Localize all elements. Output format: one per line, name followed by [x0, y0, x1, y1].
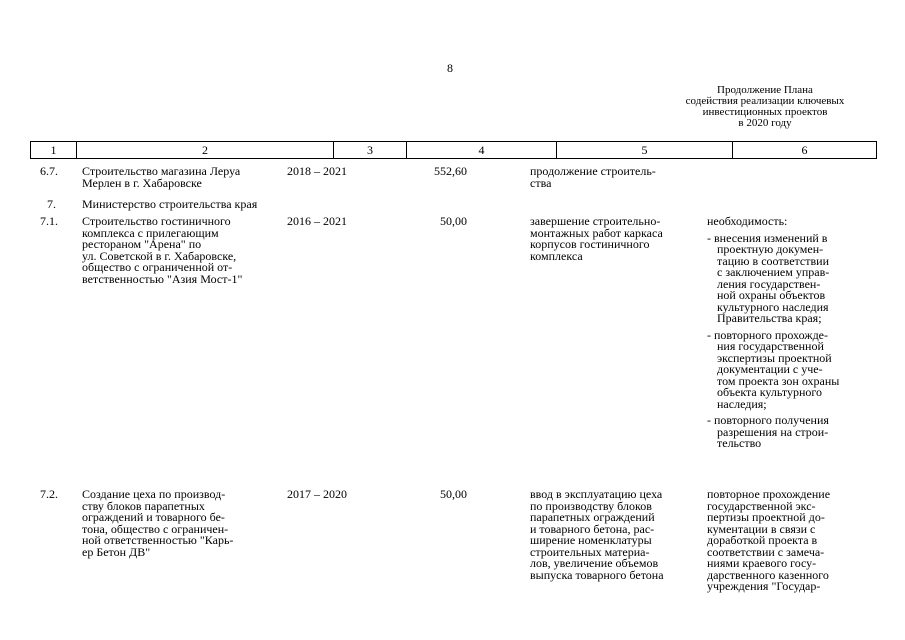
text-line: Создание цеха по производ- — [82, 487, 226, 501]
text-line: кументации в связи с — [707, 521, 816, 536]
text-line: разрешения на строи- — [717, 424, 829, 439]
text-line: повторное прохождение — [707, 487, 831, 501]
text-line: с заключением управ- — [717, 265, 830, 279]
text-line: ной ответственностью "Карь- — [82, 533, 234, 547]
column-header: 1 — [31, 142, 77, 158]
text-line: лов, увеличение объемов — [530, 556, 659, 570]
section-title: Министерство строительства края — [82, 197, 258, 211]
project-amount: 50,00 — [440, 487, 467, 501]
text-line: государственной экс- — [707, 498, 816, 513]
text-line: выпуска товарного бетона — [530, 567, 664, 582]
text-line: проектную докумен- — [717, 242, 824, 256]
text-line: парапетных ограждений — [530, 510, 655, 524]
text-line: монтажных работ каркаса — [530, 225, 663, 240]
notes-item — [707, 327, 840, 411]
text-line: общество с ограниченной от- — [82, 260, 233, 274]
text-line: ветственностью "Азия Мост-1" — [82, 271, 243, 286]
text-line: ной охраны объектов — [717, 288, 826, 302]
row-number: 7.2. — [40, 487, 58, 501]
text-line: - повторного прохожде- — [707, 327, 829, 342]
text-line: и товарного бетона, рас- — [530, 521, 655, 536]
text-line: наследия; — [717, 396, 767, 411]
project-result — [530, 166, 656, 189]
project-amount: 552,60 — [434, 164, 467, 178]
text-line: тацию в соответствии — [717, 253, 829, 268]
project-result — [530, 489, 664, 581]
project-notes — [707, 216, 839, 450]
notes-heading: необходимость: — [707, 214, 788, 228]
column-header: 5 — [557, 142, 733, 158]
text-line: культурного наследия — [717, 299, 829, 314]
text-line: по производству блоков — [530, 498, 652, 513]
project-name — [82, 166, 240, 189]
column-header: 3 — [334, 142, 407, 158]
section-number: 7. — [47, 197, 56, 211]
project-name — [82, 216, 242, 285]
project-notes — [707, 489, 830, 593]
text-line: Строительство магазина Леруа — [82, 164, 241, 178]
text-line: - повторного получения — [707, 413, 829, 427]
text-line: том проекта зон охраны — [717, 373, 840, 388]
text-line: завершение строительно- — [530, 214, 661, 228]
notes-item — [707, 230, 839, 325]
text-line: пертизы проектной до- — [707, 510, 825, 524]
text-line: продолжение строитель- — [530, 164, 656, 178]
text-line: ниями краевого госу- — [707, 556, 817, 570]
text-line: комплекса — [530, 248, 583, 263]
text-line: ввод в эксплуатацию цеха — [530, 487, 663, 501]
text-line: ер Бетон ДВ" — [82, 544, 151, 559]
column-header: 6 — [801, 143, 808, 157]
text-line: документации с уче- — [717, 362, 823, 376]
row-number: 6.7. — [40, 164, 58, 178]
text-line: ограждений и товарного бе- — [82, 510, 225, 524]
text-line: комплекса с прилегающим — [82, 225, 219, 240]
text-line: учреждения "Государ- — [707, 579, 821, 593]
text-line: ства — [530, 175, 552, 190]
text-line: корпусов гостиничного — [530, 237, 650, 251]
project-period: 2017 – 2020 — [287, 487, 347, 501]
text-line: рестораном "Арена" по — [82, 237, 202, 251]
text-line: ству блоков парапетных — [82, 498, 205, 513]
text-line: ления государствен- — [717, 276, 821, 291]
continuation-line: содействия реализации ключевых — [685, 95, 845, 107]
text-line: объекта культурного — [717, 385, 822, 399]
row-number: 7.1. — [40, 214, 58, 228]
text-line: соответствии с замеча- — [707, 544, 825, 559]
text-line: экспертизы проектной — [717, 350, 832, 365]
table-header — [30, 141, 877, 159]
text-line: ширение номенклатуры — [530, 533, 652, 547]
continuation-line: инвестиционных проектов — [702, 106, 828, 118]
notes-item — [707, 415, 839, 450]
text-line: Мерлен в г. Хабаровске — [82, 175, 202, 190]
text-line: дарственного казенного — [707, 567, 829, 582]
text-line: - внесения изменений в — [707, 230, 828, 245]
column-header: 4 — [407, 142, 557, 158]
continuation-line: в 2020 году — [738, 117, 792, 129]
text-line: доработкой проекта в — [707, 533, 818, 547]
project-result — [530, 216, 663, 262]
text-line: Строительство гостиничного — [82, 214, 231, 228]
text-line: ул. Советской в г. Хабаровске, — [82, 248, 237, 263]
project-period: 2016 – 2021 — [287, 214, 347, 228]
project-name — [82, 489, 233, 558]
text-line: тельство — [717, 436, 762, 450]
project-period: 2018 – 2021 — [287, 164, 347, 178]
column-header: 2 — [77, 142, 334, 158]
text-line: Правительства края; — [717, 311, 822, 325]
text-line: тона, общество с ограничен- — [82, 521, 229, 536]
continuation-line: Продолжение Плана — [717, 84, 813, 96]
page-number: 8 — [447, 61, 453, 75]
text-line: строительных материа- — [530, 544, 650, 559]
project-amount: 50,00 — [440, 214, 467, 228]
text-line: ния государственной — [717, 339, 824, 353]
continuation-heading — [660, 85, 870, 129]
